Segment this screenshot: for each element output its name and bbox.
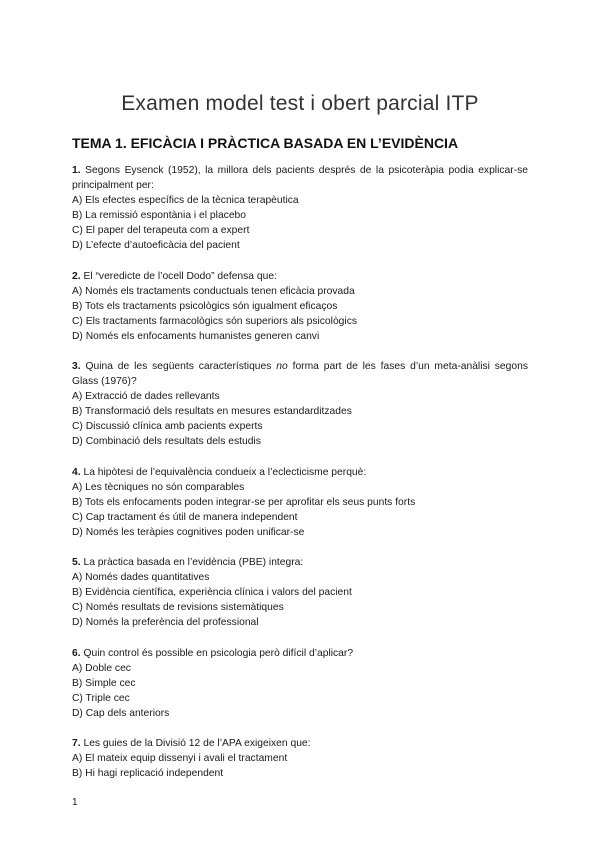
option-d: D) Només la preferència del professional [72, 617, 259, 628]
question-number: 7. [72, 738, 81, 749]
question-number: 3. [72, 361, 81, 372]
question-5 [72, 555, 528, 630]
question-6 [72, 646, 528, 721]
question-text-after: forma part de les fases d’un meta-anàlisi segons Glass (1976)? [72, 361, 528, 387]
question-number: 5. [72, 557, 81, 568]
option-d: D) Cap dels anteriors [72, 707, 170, 719]
question-1 [72, 163, 528, 253]
question-stem [72, 465, 528, 480]
question-stem [72, 736, 528, 751]
question-stem [72, 646, 528, 661]
question-text: La hipòtesi de l’equivalència condueix a l’eclecticisme perquè: [83, 466, 367, 478]
option-c: C) Discussió clínica amb pacients experts [72, 421, 263, 432]
option-a: A) Només dades quantitatives [72, 572, 210, 583]
question-stem [72, 163, 528, 193]
question-number: 1. [72, 165, 81, 176]
question-text: Segons Eysenck (1952), la millora dels pacients després de la psicoteràpia podia explicar-se principalment per: [72, 165, 528, 191]
question-7 [72, 736, 528, 781]
question-number: 4. [72, 466, 81, 478]
option-b: B) Tots els enfocaments poden integrar-se per aprofitar els seus punts forts [72, 496, 416, 508]
option-d: D) L’efecte d’autoeficàcia del pacient [72, 240, 240, 251]
question-4 [72, 465, 528, 540]
document-title: Examen model test i obert parcial ITP [121, 92, 479, 115]
option-c: C) Només resultats de revisions sistemàtiques [72, 602, 284, 613]
question-text: Les guies de la Divisió 12 de l’APA exigeixen que: [83, 738, 311, 749]
page-number: 1 [72, 797, 78, 808]
option-a: A) Les tècniques no són comparables [72, 481, 245, 493]
option-b: B) Simple cec [72, 677, 136, 689]
question-stem [72, 269, 528, 284]
option-b: B) Evidència científica, experiència clínica i valors del pacient [72, 587, 352, 598]
question-number: 6. [72, 647, 81, 659]
option-c: C) Els tractaments farmacològics són superiors als psicològics [72, 315, 357, 327]
option-b: B) Tots els tractaments psicològics són igualment eficaços [72, 300, 338, 312]
question-text: El “veredicte de l’ocell Dodo” defensa que: [83, 270, 277, 282]
question-text-emphasis: no [276, 361, 288, 372]
question-text-before: Quina de les següents característiques [85, 361, 277, 372]
question-list [72, 163, 528, 797]
option-d: D) Combinació dels resultats dels estudis [72, 436, 261, 447]
option-c: C) Triple cec [72, 692, 130, 704]
question-text: Quin control és possible en psicologia però difícil d’aplicar? [83, 647, 354, 659]
option-d: D) Només les teràpies cognitives poden unificar-se [72, 526, 305, 538]
option-a: A) Doble cec [72, 662, 131, 674]
question-stem [72, 555, 528, 570]
option-b: B) Transformació dels resultats en mesures estandarditzades [72, 406, 352, 417]
section-heading: TEMA 1. EFICÀCIA I PRÀCTICA BASADA EN L’EVIDÈNCIA [72, 135, 459, 151]
option-d: D) Només els enfocaments humanistes generen canvi [72, 330, 320, 342]
option-b: B) Hi hagi replicació independent [72, 768, 224, 779]
option-b: B) La remissió espontània i el placebo [72, 210, 247, 221]
question-number: 2. [72, 270, 81, 282]
question-stem [72, 359, 528, 389]
question-text: La pràctica basada en l’evidència (PBE) integra: [83, 557, 304, 568]
option-a: A) Només els tractaments conductuals tenen eficàcia provada [72, 285, 355, 297]
option-a: A) Extracció de dades rellevants [72, 391, 220, 402]
option-c: C) Cap tractament és útil de manera independent [72, 511, 298, 523]
question-2 [72, 269, 528, 344]
option-a: A) El mateix equip dissenyi i avali el tractament [72, 753, 288, 764]
option-a: A) Els efectes específics de la tècnica terapèutica [72, 195, 299, 206]
option-c: C) El paper del terapeuta com a expert [72, 225, 250, 236]
question-3 [72, 359, 528, 449]
